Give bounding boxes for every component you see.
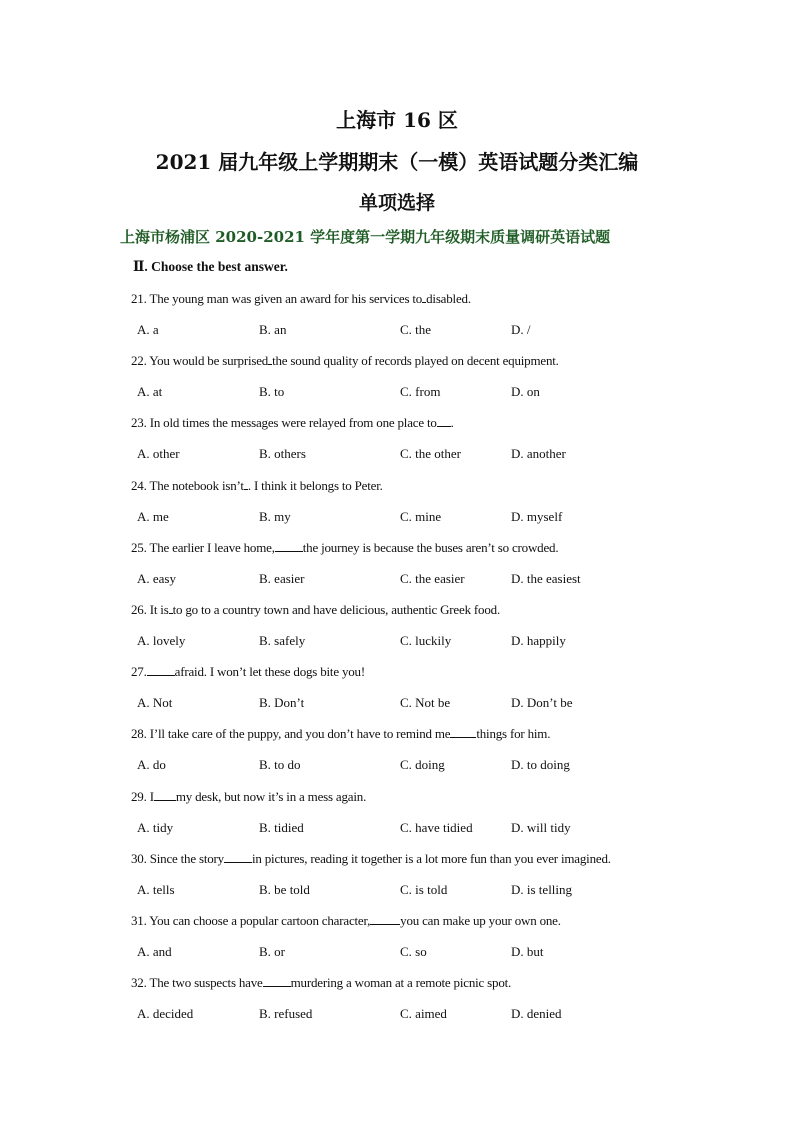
answer-option: A. tells [137, 881, 175, 897]
question-text-before-blank: 31. You can choose a popular cartoon character, [131, 913, 371, 928]
question-stem [131, 664, 365, 680]
answer-option: D. happily [511, 633, 566, 648]
answer-option: D. the easiest [511, 570, 581, 586]
answer-option: B. others [259, 446, 306, 462]
question-stem [131, 540, 558, 556]
answer-blank [437, 415, 451, 427]
document-subtitle: 单项选择 [358, 192, 435, 214]
answer-option: D. / [511, 322, 531, 337]
question-stem [131, 291, 471, 307]
question-stem [131, 602, 500, 618]
answer-option: B. refused [259, 1006, 313, 1022]
question-text-after-blank: afraid. I won’t let these dogs bite you! [174, 664, 365, 680]
question-text-before-blank: 23. In old times the messages were relayed from one place to [131, 415, 437, 431]
answer-option: B. or [259, 944, 285, 959]
answer-option: A. lovely [137, 633, 186, 648]
question-text-after-blank: . I think it belongs to Peter. [247, 477, 383, 493]
answer-option: B. to do [259, 757, 301, 773]
question-stem [131, 789, 366, 805]
question-text-after-blank: my desk, but now it’s in a mess again. [175, 788, 367, 804]
answer-option: D. to doing [511, 757, 570, 773]
document-title: 2021 届九年级上学期期末（一模）英语试题分类汇编 [155, 150, 639, 174]
answer-option: B. to [259, 384, 285, 400]
answer-option: D. will tidy [511, 819, 571, 835]
answer-option: D. denied [511, 1006, 562, 1022]
answer-option: D. Don’t be [511, 695, 573, 711]
answer-option: C. doing [400, 757, 445, 773]
answer-blank [370, 913, 400, 925]
question-text-before-blank: 27. [131, 664, 147, 680]
question-text-after-blank: disabled. [426, 291, 471, 306]
answer-option: B. an [259, 322, 287, 337]
answer-option: A. at [137, 384, 163, 400]
question-stem [131, 975, 511, 991]
question-text-before-blank: 32. The two suspects have [131, 975, 263, 991]
answer-option: B. my [259, 508, 291, 524]
section-heading: Ⅱ. Choose the best answer. [133, 259, 288, 274]
question-stem [131, 726, 550, 742]
answer-option: B. be told [259, 881, 310, 897]
answer-option: A. tidy [137, 819, 174, 835]
answer-blank [275, 540, 303, 552]
answer-blank [147, 664, 175, 676]
answer-option: A. Not [137, 695, 173, 711]
answer-blank [450, 726, 476, 738]
question-text-before-blank: 29. I [131, 788, 154, 804]
answer-option: C. the easier [400, 570, 465, 586]
question-text-after-blank: you can make up your own one. [400, 913, 561, 928]
question-text-before-blank: 22. You would be surprised [131, 353, 269, 369]
answer-option: C. have tidied [400, 819, 473, 835]
answer-option: A. a [137, 322, 159, 337]
answer-option: B. tidied [259, 819, 304, 835]
answer-option: B. safely [259, 633, 306, 648]
answer-option: D. is telling [511, 881, 573, 897]
question-text-after-blank: the journey is because the buses aren’t so crowded. [302, 539, 559, 555]
answer-option: D. myself [511, 508, 563, 524]
answer-option: C. mine [400, 508, 442, 524]
question-stem [131, 913, 561, 929]
question-text-before-blank: 21. The young man was given an award for his services to [131, 291, 423, 306]
answer-option: D. another [511, 446, 566, 462]
answer-option: B. easier [259, 570, 305, 586]
answer-option: C. from [400, 384, 441, 400]
question-text-before-blank: 30. Since the story [131, 850, 224, 866]
question-text-after-blank: the sound quality of records played on decent equipment. [272, 353, 559, 369]
exam-source-heading: 上海市杨浦区 2020-2021 学年度第一学期九年级期末质量调研英语试题 [120, 228, 611, 246]
answer-option: A. decided [137, 1006, 194, 1022]
question-stem [131, 478, 383, 494]
question-stem [131, 415, 454, 431]
answer-option: C. is told [400, 881, 448, 897]
answer-option: D. but [511, 944, 544, 959]
question-text-before-blank: 26. It is [131, 602, 169, 617]
document-title-region: 上海市 16 区 [336, 108, 458, 132]
question-text-after-blank: to go to a country town and have delicious, authentic Greek food. [172, 602, 500, 617]
answer-blank [263, 975, 291, 987]
answer-option: A. other [137, 446, 180, 462]
answer-option: C. luckily [400, 633, 452, 648]
answer-option: A. me [137, 508, 169, 524]
answer-option: A. and [137, 944, 172, 959]
answer-option: A. easy [137, 570, 176, 586]
answer-option: B. Don’t [259, 695, 305, 711]
answer-blank [224, 851, 252, 863]
question-text-before-blank: 28. I’ll take care of the puppy, and you don’t have to remind me [131, 726, 451, 742]
answer-option: D. on [511, 384, 540, 400]
question-text-after-blank: . [450, 415, 454, 431]
answer-option: C. the [400, 322, 432, 337]
question-text-before-blank: 24. The notebook isn’t [131, 477, 244, 493]
question-text-after-blank: things for him. [476, 726, 551, 742]
answer-option: C. the other [400, 446, 462, 462]
question-text-after-blank: in pictures, reading it together is a lot more fun than you ever imagined. [251, 850, 611, 866]
question-stem [131, 353, 559, 369]
question-text-before-blank: 25. The earlier I leave home, [131, 539, 275, 555]
answer-option: A. do [137, 757, 166, 773]
question-stem [131, 851, 611, 867]
question-text-after-blank: murdering a woman at a remote picnic spot. [290, 975, 512, 991]
answer-option: C. Not be [400, 695, 451, 711]
answer-blank [154, 789, 176, 801]
answer-option: C. aimed [400, 1006, 447, 1022]
answer-option: C. so [400, 944, 427, 959]
